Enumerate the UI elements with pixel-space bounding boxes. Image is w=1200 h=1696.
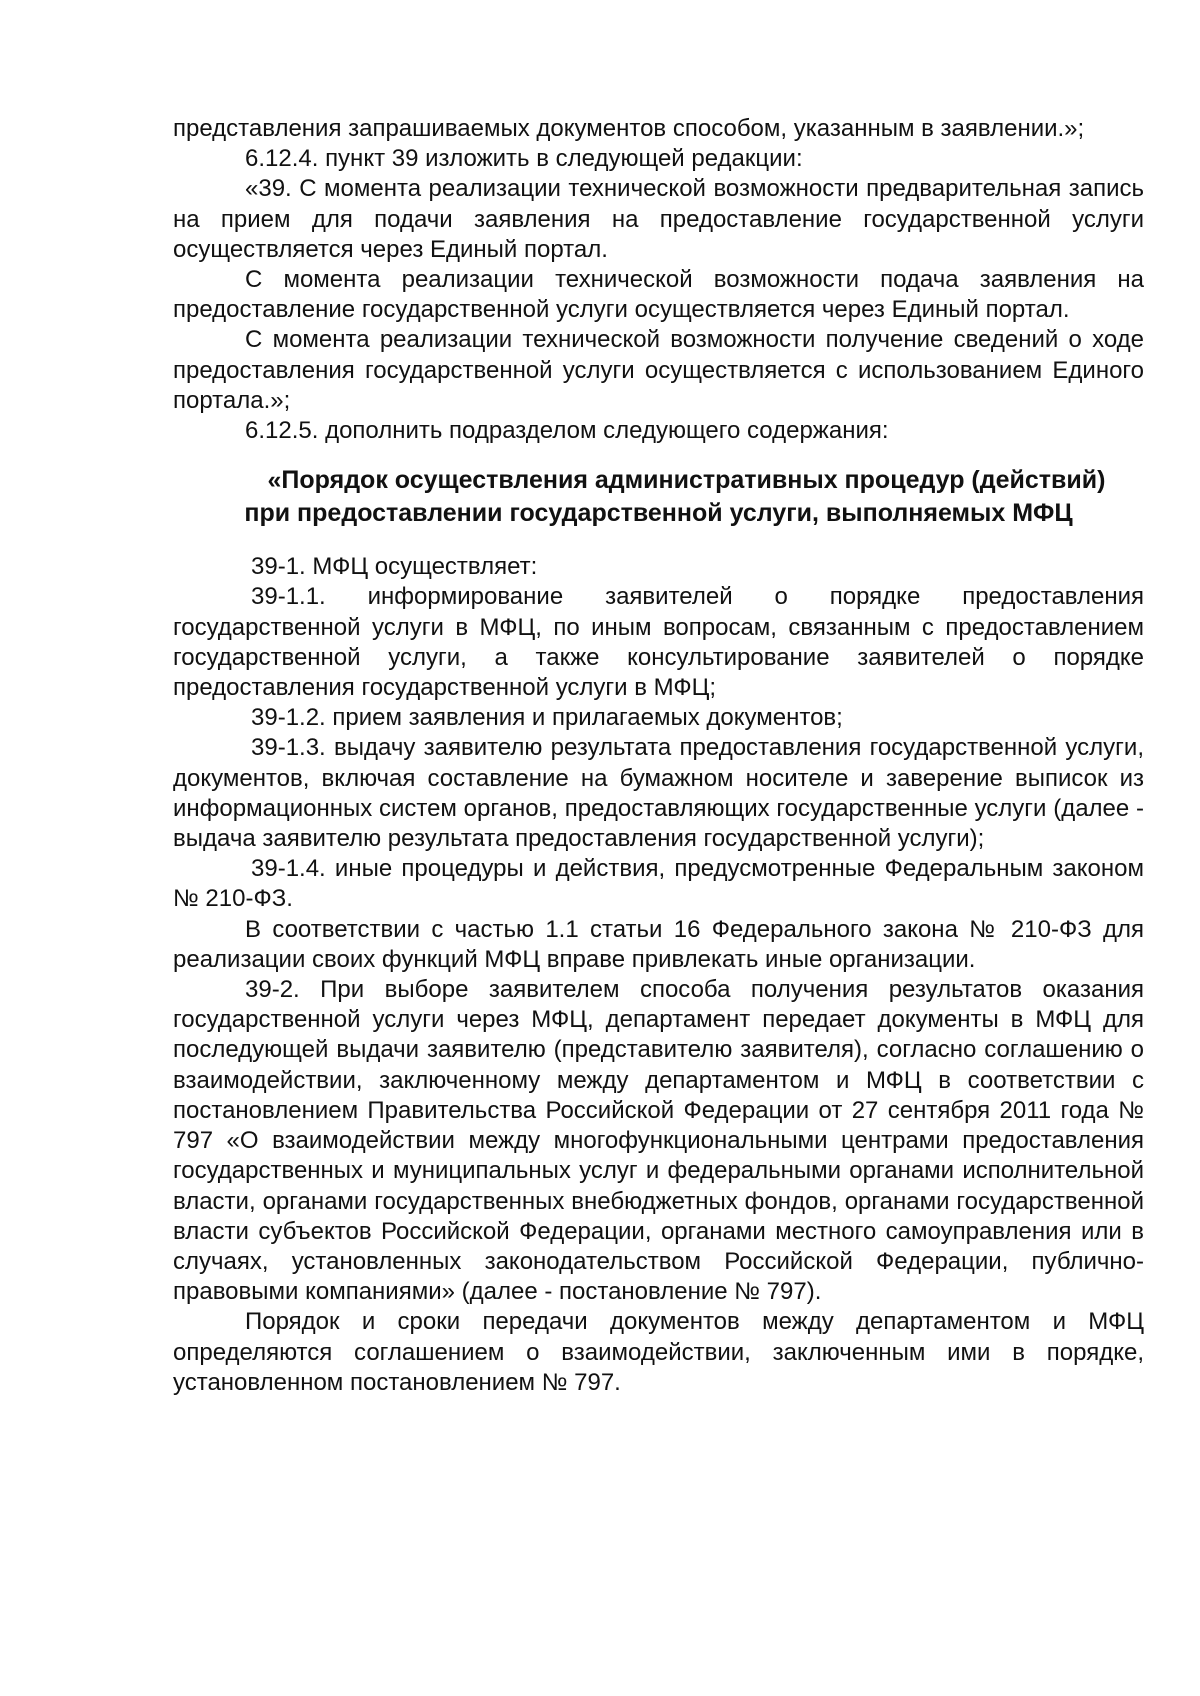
paragraph-39-1-4: 39-1.4. иные процедуры и действия, предусмотренные Федеральным законом № 210-ФЗ.: [173, 855, 1144, 913]
paragraph-39-1: 39-1. МФЦ осуществляет:: [251, 553, 538, 581]
paragraph-item-6-12-5: 6.12.5. дополнить подразделом следующего содержания:: [245, 417, 889, 445]
paragraph-39-2: 39-2. При выборе заявителем способа получения результатов оказания государственной услуги через МФЦ, департамент передает документы в МФЦ для последующей выдачи заявителю (представителю заявителя), согласно соглашению о взаимодействии, заключенному между департаментом и МФЦ в соответствии с постановлением Правительства Российской Федерации от 27 сентября 2011 года № 797 «О взаимодействии между многофункциональными центрами предоставления государственных и муниципальных услуг и федеральными органами исполнительной власти, органами государственных внебюджетных фондов, органами государственной власти субъектов Российской Федерации, органами местного самоуправления или в случаях, установленных законодательством Российской Федерации, публично-правовыми компаниями» (далее - постановление № 797).: [173, 976, 1144, 1306]
paragraph-continuation: представления запрашиваемых документов способом, указанным в заявлении.»;: [173, 115, 1085, 142]
paragraph-39-1-1: 39-1.1. информирование заявителей о порядке предоставления государственной услуги в МФЦ, по иным вопросам, связанным с предоставлением государственной услуги, а также консультирование заявителей о порядке предоставления государственной услуги в МФЦ;: [173, 583, 1144, 702]
paragraph-status-information: С момента реализации технической возможности получение сведений о ходе предоставления государственной услуги осуществляется с использованием Единого портала.»;: [173, 326, 1144, 414]
paragraph-item-6-12-4: 6.12.4. пункт 39 изложить в следующей редакции:: [245, 145, 803, 173]
paragraph-transfer-procedure: Порядок и сроки передачи документов между департаментом и МФЦ определяются соглашением о взаимодействии, заключенным ими в порядке, установленном постановлением № 797.: [173, 1308, 1144, 1396]
paragraph-other-organizations: В соответствии с частью 1.1 статьи 16 Федерального закона № 210-ФЗ для реализации своих функций МФЦ вправе привлекать иные организации.: [173, 915, 1144, 973]
section-heading: [173, 464, 1144, 530]
document-body: [173, 114, 1144, 1398]
paragraph-application-submission: С момента реализации технической возможности подача заявления на предоставление государственной услуги осуществляется через Единый портал.: [173, 266, 1144, 324]
paragraph-point-39: «39. С момента реализации технической возможности предварительная запись на прием для подачи заявления на предоставление государственной услуги осуществляется через Единый портал.: [173, 175, 1144, 263]
paragraph-39-1-2: 39-1.2. прием заявления и прилагаемых документов;: [251, 704, 843, 732]
section-heading-line-2: при предоставлении государственной услуги, выполняемых МФЦ: [244, 499, 1073, 528]
paragraph-39-1-3: 39-1.3. выдачу заявителю результата предоставления государственной услуги, документов, включая составление на бумажном носителе и заверение выписок из информационных систем органов, предоставляющих государственные услуги (далее - выдача заявителю результата предоставления государственной услуги);: [173, 734, 1144, 853]
section-heading-line-1: «Порядок осуществления административных процедур (действий): [267, 466, 1106, 495]
